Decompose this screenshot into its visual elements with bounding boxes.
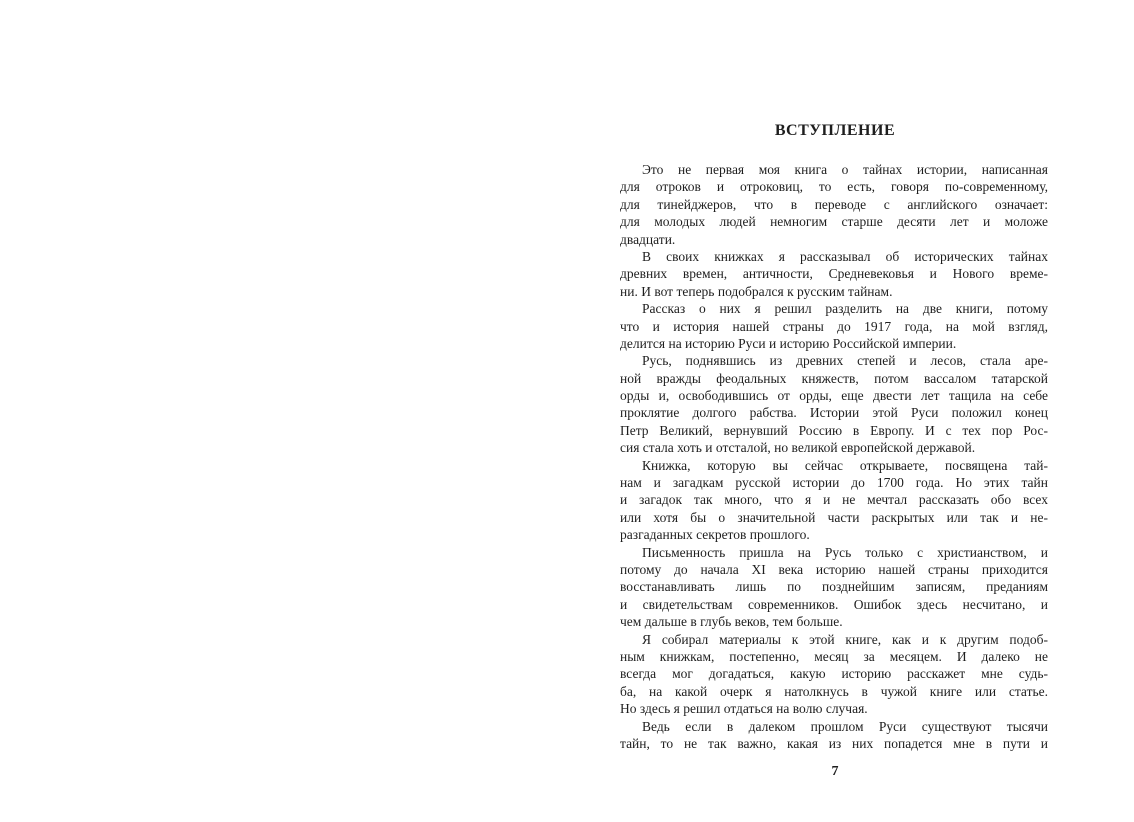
text-line: разгаданных секретов прошлого. xyxy=(620,527,810,543)
paragraph xyxy=(620,718,1048,753)
chapter-title: ВСТУПЛЕНИЕ xyxy=(774,122,896,139)
text-line: Это не первая моя книга о тайнах истории, написанная xyxy=(642,162,1048,177)
text-line: Русь, поднявшись из древних степей и лесов, стала аре- xyxy=(642,353,1048,369)
text-line: или хотя бы о значительной части раскрытых или так и не- xyxy=(620,509,1048,525)
text-line: В своих книжках я рассказывал об исторических тайнах xyxy=(642,248,1048,264)
text-line: сия стала хоть и отсталой, но великой европейской державой. xyxy=(620,440,976,456)
text-line: Петр Великий, вернувший Россию в Европу. И с тех пор Рос- xyxy=(620,422,1048,438)
text-line: ни. И вот теперь подобрался к русским тайнам. xyxy=(620,283,893,299)
text-line: чем дальше в глубь веков, тем больше. xyxy=(620,614,843,630)
text-line: древних времен, античности, Средневековья и Нового време- xyxy=(620,266,1048,282)
paragraph xyxy=(620,300,1048,352)
paragraph xyxy=(620,631,1048,718)
text-line: проклятие долгого рабства. Истории этой Руси положил конец xyxy=(620,405,1048,421)
text-line: что и история нашей страны до 1917 года, на мой взгляд, xyxy=(620,318,1048,334)
page-number: 7 xyxy=(831,764,839,779)
text-line: и загадок так много, что я и не мечтал рассказать обо всех xyxy=(620,492,1048,508)
paragraph xyxy=(620,352,1048,456)
text-line: для тинейджеров, что в переводе с английского означает: xyxy=(620,196,1048,212)
text-line: для молодых людей немногим старше десяти лет и моложе xyxy=(620,214,1048,230)
text-line: всегда мог догадаться, какую историю расскажет мне судь- xyxy=(620,666,1048,682)
paragraph xyxy=(620,457,1048,544)
text-line: и свидетельствам современников. Ошибок здесь несчитано, и xyxy=(620,596,1048,612)
text-line: Ведь если в далеком прошлом Руси существуют тысячи xyxy=(642,718,1048,734)
text-line: Я собирал материалы к этой книге, как и к другим подоб- xyxy=(642,631,1048,647)
text-line: орды и, освободившись от орды, еще двести лет тащила на себе xyxy=(620,388,1048,404)
text-line: тайн, то не так важно, какая из них попадется мне в пути и xyxy=(620,735,1048,751)
text-line: ба, на какой очерк я натолкнусь в чужой книге или статье. xyxy=(620,683,1048,699)
text-line: ной вражды феодальных княжеств, потом вассалом татарской xyxy=(620,370,1048,386)
paragraph xyxy=(620,544,1048,631)
text-line: ным книжкам, постепенно, месяц за месяцем. И далеко не xyxy=(620,648,1048,664)
text-line: Письменность пришла на Русь только с христианством, и xyxy=(642,544,1048,560)
paragraph xyxy=(620,161,1048,248)
text-line: двадцати. xyxy=(620,231,676,247)
text-line: делится на историю Руси и историю Российской империи. xyxy=(620,335,957,351)
text-line: Рассказ о них я решил разделить на две книги, потому xyxy=(642,301,1048,317)
paragraph xyxy=(620,248,1048,300)
text-line: Но здесь я решил отдаться на волю случая. xyxy=(620,701,868,717)
text-line: потому до начала XI века историю нашей страны приходится xyxy=(620,561,1048,577)
body-text xyxy=(620,161,1048,752)
text-line: нам и загадкам русской истории до 1700 года. Но этих тайн xyxy=(620,475,1048,491)
text-line: восстанавливать лишь по позднейшим записям, преданиям xyxy=(620,579,1048,595)
text-line: Книжка, которую вы сейчас открываете, посвящена тай- xyxy=(642,457,1048,473)
text-line: для отроков и отроковиц, то есть, говоря по-современному, xyxy=(620,179,1048,195)
